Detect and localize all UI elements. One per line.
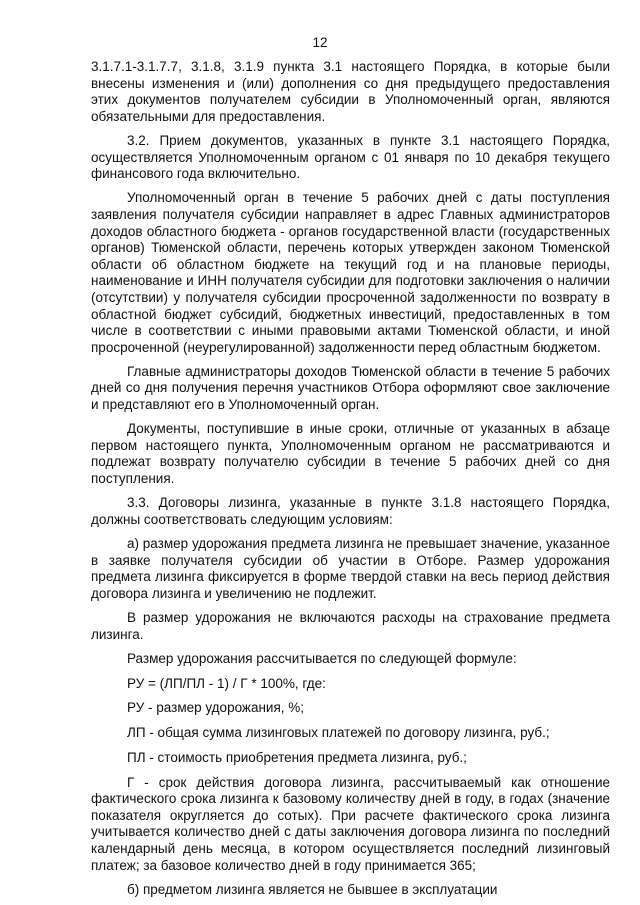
paragraph-formula: РУ = (ЛП/ПЛ - 1) / Г * 100%, где: — [127, 675, 326, 691]
document-body — [91, 59, 610, 898]
paragraph-3-3: 3.3. Договоры лизинга, указанные в пункте 3.1.8 настоящего Порядка, должны соответствовать следующим условиям: — [91, 495, 610, 527]
paragraph-insurance-exclusion: В размер удорожания не включаются расходы на страхование предмета лизинга. — [91, 609, 610, 642]
paragraph-formula-intro: Размер удорожания рассчитывается по следующей формуле: — [127, 650, 517, 666]
paragraph-condition-b: б) предметом лизинга является не бывшее в эксплуатации — [127, 881, 498, 897]
paragraph-late-documents: Документы, поступившие в иные сроки, отличные от указанных в абзаце первом настоящего пункта, Уполномоченным органом не рассматриваются и подлежат возврату получателю субсидии в течение 5 рабочих дней со дня поступления. — [91, 421, 610, 487]
paragraph-3-2: 3.2. Прием документов, указанных в пункте 3.1 настоящего Порядка, осуществляется Уполномоченным органом с 01 января по 10 декабря текущего финансового года включительно. — [91, 132, 610, 182]
paragraph-docs-continuation: 3.1.7.1-3.1.7.7, 3.1.8, 3.1.9 пункта 3.1 настоящего Порядка, в которые были внесены изменения и (или) дополнения со дня предыдущего предоставления этих документов получателем субсидии в Уполномоченный орган, являются обязательными для предоставления. — [91, 59, 610, 124]
paragraph-lp-definition: ЛП - общая сумма лизинговых платежей по договору лизинга, руб.; — [127, 725, 550, 741]
paragraph-g-definition: Г - срок действия договора лизинга, рассчитываемый как отношение фактического срока лизинга к базовому количеству дней в году, в годах (значение показателя округляется до сотых). При расчете фактического срока лизинга учитывается количество дней с даты заключения договора лизинга по последний календарный день месяца, в котором осуществляется последний лизинговый платеж; за базовое количество дней в году принимается 365; — [91, 774, 610, 873]
paragraph-main-administrators: Главные администраторы доходов Тюменской области в течение 5 рабочих дней со дня получения перечня участников Отбора оформляют свое заключение и представляют его в Уполномоченный орган. — [91, 363, 610, 413]
paragraph-condition-a: а) размер удорожания предмета лизинга не превышает значение, указанное в заявке получателя субсидии об участии в Отборе. Размер удорожания предмета лизинга фиксируется в форме твердой ставки на весь период действия договора лизинга и увеличению не подлежит. — [91, 536, 610, 601]
paragraph-authorized-body: Уполномоченный орган в течение 5 рабочих дней с даты поступления заявления получателя субсидии направляет в адрес Главных администраторов доходов областного бюджета - органов государственной власти (государственных органов) Тюменской области, перечень которых утвержден законом Тюменской области об областном бюджете на текущий год и на плановые периоды, наименование и ИНН получателя субсидии для подготовки заключения о наличии (отсутствии) у получателя субсидии просроченной задолженности по возврату в областной бюджет субсидий, бюджетных инвестиций, предоставленных в том числе в соответствии с иными правовыми актами Тюменской области, и иной просроченной (неурегулированной) задолженности перед областным бюджетом. — [91, 190, 610, 355]
paragraph-pl-definition: ПЛ - стоимость приобретения предмета лизинга, руб.; — [127, 749, 467, 765]
page-number: 12 — [312, 35, 328, 50]
paragraph-ru-definition: РУ - размер удорожания, %; — [127, 700, 305, 716]
